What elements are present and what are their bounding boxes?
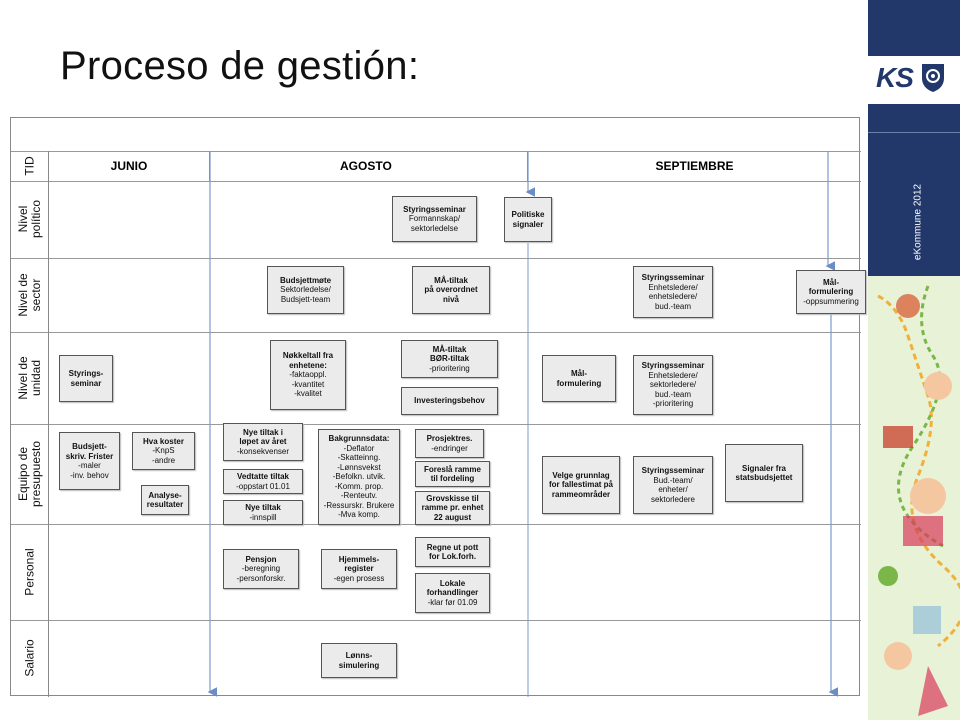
box-title-line: Styringsseminar (641, 361, 705, 371)
lane-divider (11, 181, 861, 182)
box-body-line: -faktaoppl. (289, 370, 327, 380)
box-body-line: -Ressurskr. Brukere (323, 500, 395, 510)
box-body-line: -klar før 01.09 (427, 597, 478, 607)
box-body-line: -Deflator (343, 443, 375, 453)
box-hva-koster (132, 432, 195, 470)
box-title-line: Regne ut pott (426, 542, 479, 552)
box-body-line: -Komm. prop. (334, 481, 384, 491)
box-styringsseminar-politico (392, 196, 477, 242)
box-title-line: seminar (70, 378, 102, 388)
box-hjemmelsregister (321, 549, 397, 589)
box-vedtatte-tiltak (223, 469, 303, 494)
lane-divider (11, 332, 861, 333)
box-body-line: Budsjett-team (280, 294, 331, 304)
lane-divider (11, 258, 861, 259)
box-title-line: skriv. Frister (65, 451, 114, 461)
year-label: eKommune 2012 (912, 183, 924, 261)
lane-text: Personal (22, 548, 37, 596)
lane-text: Nivel de sector (16, 273, 43, 317)
box-body-line: enhetsledere/ (648, 292, 698, 301)
box-title-line: register (344, 564, 374, 574)
box-title-line: formulering (556, 378, 602, 388)
box-title-line: signaler (512, 219, 544, 229)
box-politiske-signaler (504, 197, 552, 242)
box-title-line: Lønns- (345, 651, 373, 660)
box-body-line: Enhetsledere/ (648, 282, 698, 292)
box-body-line: sektorledere/ (649, 380, 697, 390)
lane-text: Salario (22, 639, 37, 677)
box-title-line: MÅ-tiltak (434, 275, 468, 285)
box-title-line: Prosjektres. (426, 434, 473, 443)
box-title-line: Nye tiltak i (242, 427, 283, 437)
box-ma-tiltak-sector (412, 266, 490, 314)
box-body-line: -oppstart 01.01 (236, 481, 290, 491)
box-malformulering-sector (796, 270, 866, 314)
box-title-line: Budsjettmøte (279, 275, 332, 285)
box-body-line: -kvantitet (291, 379, 325, 389)
box-regne-ut-pott (415, 537, 490, 567)
box-pensjon (223, 549, 299, 589)
lane-text: Nivel político (16, 199, 43, 239)
box-body-line: Sektorledelse/ (280, 285, 331, 295)
box-body-line: -personforskr. (236, 573, 286, 583)
box-title-line: ramme pr. enhet (421, 503, 484, 513)
box-title-line: Pensjon (245, 554, 277, 564)
box-styringsseminar-sector (633, 266, 713, 318)
box-title-line: for Lok.forh. (428, 552, 477, 561)
box-lonnssimulering (321, 643, 397, 678)
box-body-line: -prioritering (429, 363, 470, 373)
box-styringsseminar-unidad2 (633, 355, 713, 415)
box-prosjektres (415, 429, 484, 458)
lane-label-unidad (11, 332, 49, 424)
box-title-line: BØR-tiltak (429, 354, 470, 364)
lane-text: Equipo de presupuesto (16, 440, 43, 508)
box-body-line: Bud.-team/ (653, 475, 693, 485)
box-title-line: Hjemmels- (338, 554, 380, 564)
box-body-line: -Befolkn. utvik. (332, 472, 386, 482)
box-body-line: -Lønnsvekst (337, 462, 381, 472)
box-nye-tiltak-aret (223, 423, 303, 461)
box-title-line: løpet av året (239, 437, 287, 447)
box-title-line: Styrings- (68, 369, 104, 378)
box-title-line: Analyse- (148, 490, 182, 500)
box-body-line: -KnpS (152, 446, 175, 456)
box-title-line: formulering (808, 287, 854, 297)
box-title-line: Politiske (511, 210, 545, 219)
box-title-line: statsbudsjettet (735, 473, 793, 482)
month-junio: JUNIO (49, 151, 210, 181)
box-body-line: -Renteutv. (340, 491, 378, 501)
box-body-line: -kvalitet (294, 389, 322, 399)
box-title-line: Investeringsbehov (414, 396, 485, 406)
box-title-line: Styringsseminar (641, 273, 705, 282)
box-body-line: sektorledelse (410, 223, 459, 233)
box-body-line: Formannskap/ (408, 214, 461, 224)
box-body-line: -prioritering (652, 399, 694, 409)
box-title-line: forhandlinger (426, 588, 479, 598)
box-budsjettmote (267, 266, 344, 314)
box-title-line: Mål- (571, 369, 587, 378)
box-title-line: Nøkkeltall fra (282, 351, 334, 361)
box-budsjettskriv (59, 432, 120, 490)
box-body-line: sektorledere (650, 494, 696, 504)
box-title-line: MÅ-tiltak (432, 344, 467, 354)
box-title-line: Lokale (439, 578, 466, 588)
box-malformulering-unidad (542, 355, 616, 402)
lane-label-tid (11, 151, 49, 181)
box-body-line: -egen prosess (333, 573, 385, 583)
box-title-line: for fallestimat på (548, 480, 613, 490)
lane-divider (11, 424, 861, 425)
box-velge-grunnlag (542, 456, 620, 514)
box-title-line: Hva koster (143, 436, 184, 446)
page-title: Proceso de gestión: (60, 44, 420, 88)
box-body-line: -andre (151, 455, 176, 465)
lane-label-salario (11, 620, 49, 697)
lane-label-politico (11, 181, 49, 258)
box-title-line: simulering (338, 660, 380, 670)
box-styringsseminar-budsjett (633, 456, 713, 514)
box-title-line: på overordnet (424, 285, 478, 295)
box-title-line: Velge grunnlag (552, 470, 610, 480)
box-body-line: -oppsummering (803, 296, 859, 306)
box-grovskisse (415, 491, 490, 525)
box-body-line: -maler (78, 461, 101, 470)
lane-divider (11, 620, 861, 621)
box-title-line: Styringsseminar (403, 204, 466, 214)
box-body-line: -konsekvenser (236, 446, 290, 456)
lane-text: Nivel de unidad (16, 356, 43, 400)
box-title-line: Signaler fra (741, 463, 786, 473)
ks-logo-text: KS (876, 62, 913, 93)
process-diagram (10, 117, 860, 696)
box-body-line: -endringer (431, 443, 468, 453)
box-bakgrunnsdata (318, 429, 400, 525)
box-title-line: Nye tiltak (245, 503, 281, 512)
box-ma-tiltak-bor (401, 340, 498, 378)
box-title-line: Styringsseminar (641, 466, 705, 475)
box-title-line: nivå (442, 294, 459, 304)
box-signaler-statsbudsjettet (725, 444, 803, 502)
box-title-line: til fordeling (430, 474, 475, 483)
box-title-line: Grovskisse til (426, 493, 479, 503)
lane-label-personal (11, 524, 49, 620)
lane-label-presupuesto (11, 424, 49, 524)
box-foresla-ramme (415, 461, 490, 487)
box-title-line: Foreslå ramme (424, 464, 481, 474)
box-body-line: -Mva komp. (338, 510, 380, 520)
sidebar-top-band (868, 0, 960, 56)
box-body-line: -Skatteinng. (337, 453, 381, 463)
box-body-line: bud.-team (654, 389, 692, 399)
month-septiembre: SEPTIEMBRE (655, 159, 734, 173)
box-lokale-forhandlinger (415, 573, 490, 613)
lane-label-sector (11, 258, 49, 332)
box-title-line: enhetene: (289, 360, 327, 370)
decorative-illustration (868, 276, 960, 720)
box-title-line: Bakgrunnsdata: (328, 434, 390, 444)
sidebar-divider (868, 132, 960, 133)
box-body-line: -inv. behov (70, 470, 109, 480)
box-nokkeltall (270, 340, 346, 410)
box-body-line: Enhetsledere/ (648, 370, 698, 380)
box-title-line: resultater (146, 500, 184, 509)
box-title-line: Budsjett- (72, 442, 107, 451)
month-agosto: AGOSTO (210, 151, 528, 181)
box-investeringsbehov (401, 387, 498, 415)
box-body-line: bud.-team (654, 301, 692, 311)
box-title-line: 22 august (433, 512, 472, 522)
lane-text: TID (22, 156, 37, 176)
shield-icon (920, 62, 946, 94)
box-title-line: Vedtatte tiltak (236, 472, 289, 481)
box-body-line: -innspill (249, 512, 277, 522)
box-body-line: -beregning (241, 564, 281, 574)
box-nye-tiltak (223, 500, 303, 525)
box-analyseresultater (141, 485, 189, 515)
box-styringsseminar-unidad (59, 355, 113, 402)
box-title-line: rammeområder (551, 489, 611, 499)
box-title-line: Mål- (823, 277, 839, 287)
brand-sidebar (868, 0, 960, 720)
box-body-line: enheter/ (658, 485, 688, 494)
